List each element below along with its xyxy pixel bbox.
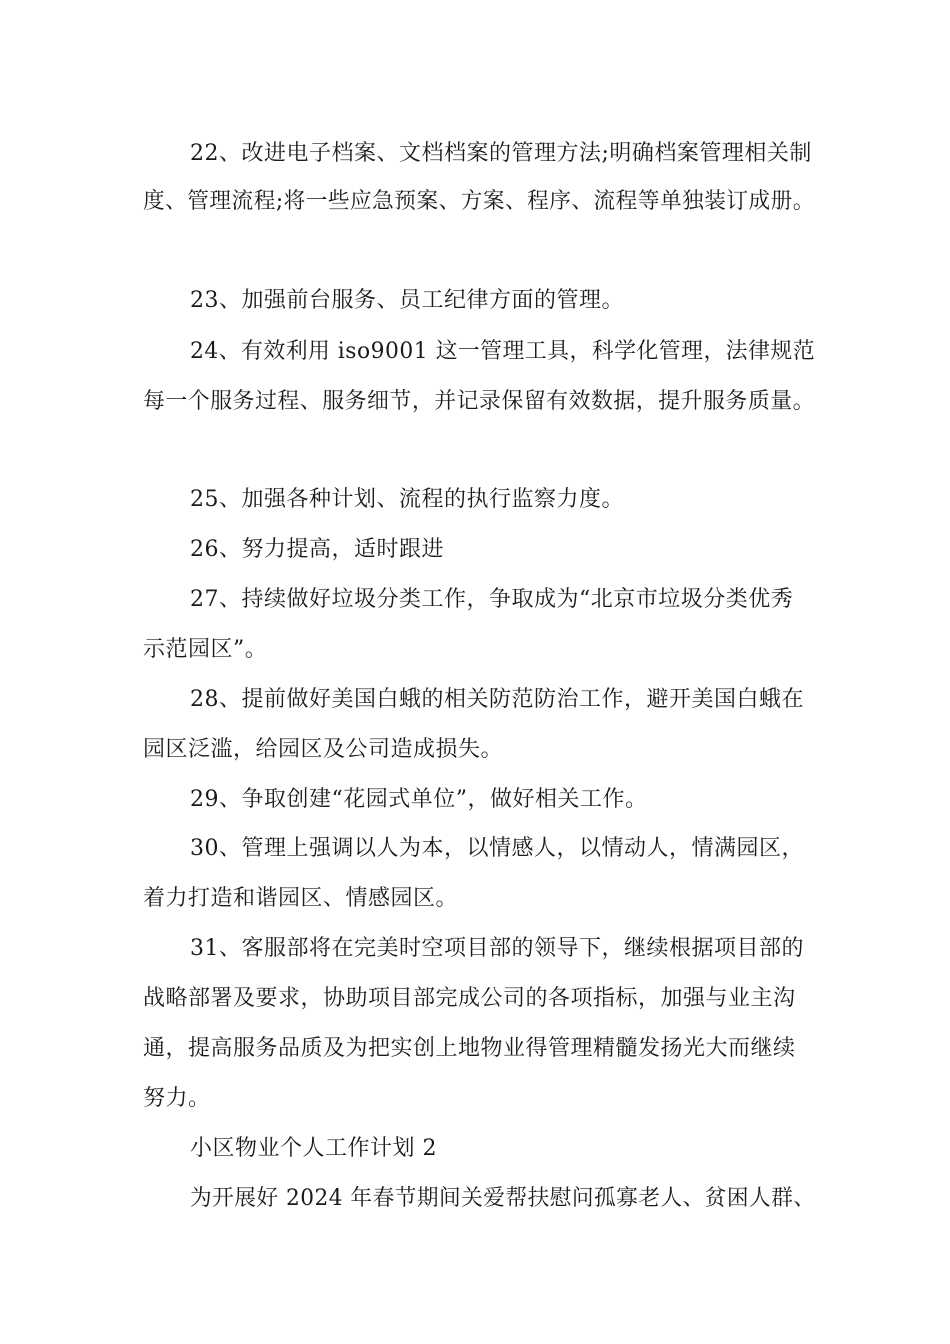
paragraph-30-line-2: 着力打造和谐园区、情感园区。 — [143, 886, 459, 911]
paragraph-31-line-2: 战略部署及要求，协助项目部完成公司的各项指标，加强与业主沟 — [143, 986, 796, 1011]
paragraph-28-line-1: 28、提前做好美国白蛾的相关防范防治工作，避开美国白蛾在 — [190, 687, 804, 712]
paragraph-31-line-4: 努力。 — [143, 1086, 211, 1111]
paragraph-25: 25、加强各种计划、流程的执行监察力度。 — [190, 487, 624, 512]
paragraph-28-line-2: 园区泛滥，给园区及公司造成损失。 — [143, 737, 504, 762]
paragraph-27-line-1: 27、持续做好垃圾分类工作，争取成为“北京市垃圾分类优秀 — [190, 587, 794, 612]
paragraph-31-line-1: 31、客服部将在完美时空项目部的领导下，继续根据项目部的 — [190, 936, 804, 961]
paragraph-31-line-3: 通，提高服务品质及为把实创上地物业得管理精髓发扬光大而继续 — [143, 1036, 796, 1061]
paragraph-26: 26、努力提高，适时跟进 — [190, 537, 444, 562]
paragraph-22-line-1: 22、改进电子档案、文档档案的管理方法;明确档案管理相关制 — [190, 141, 812, 166]
paragraph-30-line-1: 30、管理上强调以人为本，以情感人，以情动人，情满园区， — [190, 836, 804, 861]
paragraph-24-line-1: 24、有效利用 iso9001 这一管理工具，科学化管理，法律规范 — [190, 339, 816, 364]
paragraph-27-line-2: 示范园区”。 — [143, 637, 268, 662]
paragraph-24-line-2: 每一个服务过程、服务细节，并记录保留有效数据，提升服务质量。 — [143, 389, 816, 414]
paragraph-22-line-2: 度、管理流程;将一些应急预案、方案、程序、流程等单独装订成册。 — [143, 189, 815, 214]
paragraph-23: 23、加强前台服务、员工纪律方面的管理。 — [190, 288, 624, 313]
section-heading: 小区物业个人工作计划 2 — [190, 1136, 437, 1161]
intro-paragraph-line-1: 为开展好 2024 年春节期间关爱帮扶慰问孤寡老人、贫困人群、 — [190, 1186, 816, 1211]
paragraph-29: 29、争取创建“花园式单位”，做好相关工作。 — [190, 787, 648, 812]
